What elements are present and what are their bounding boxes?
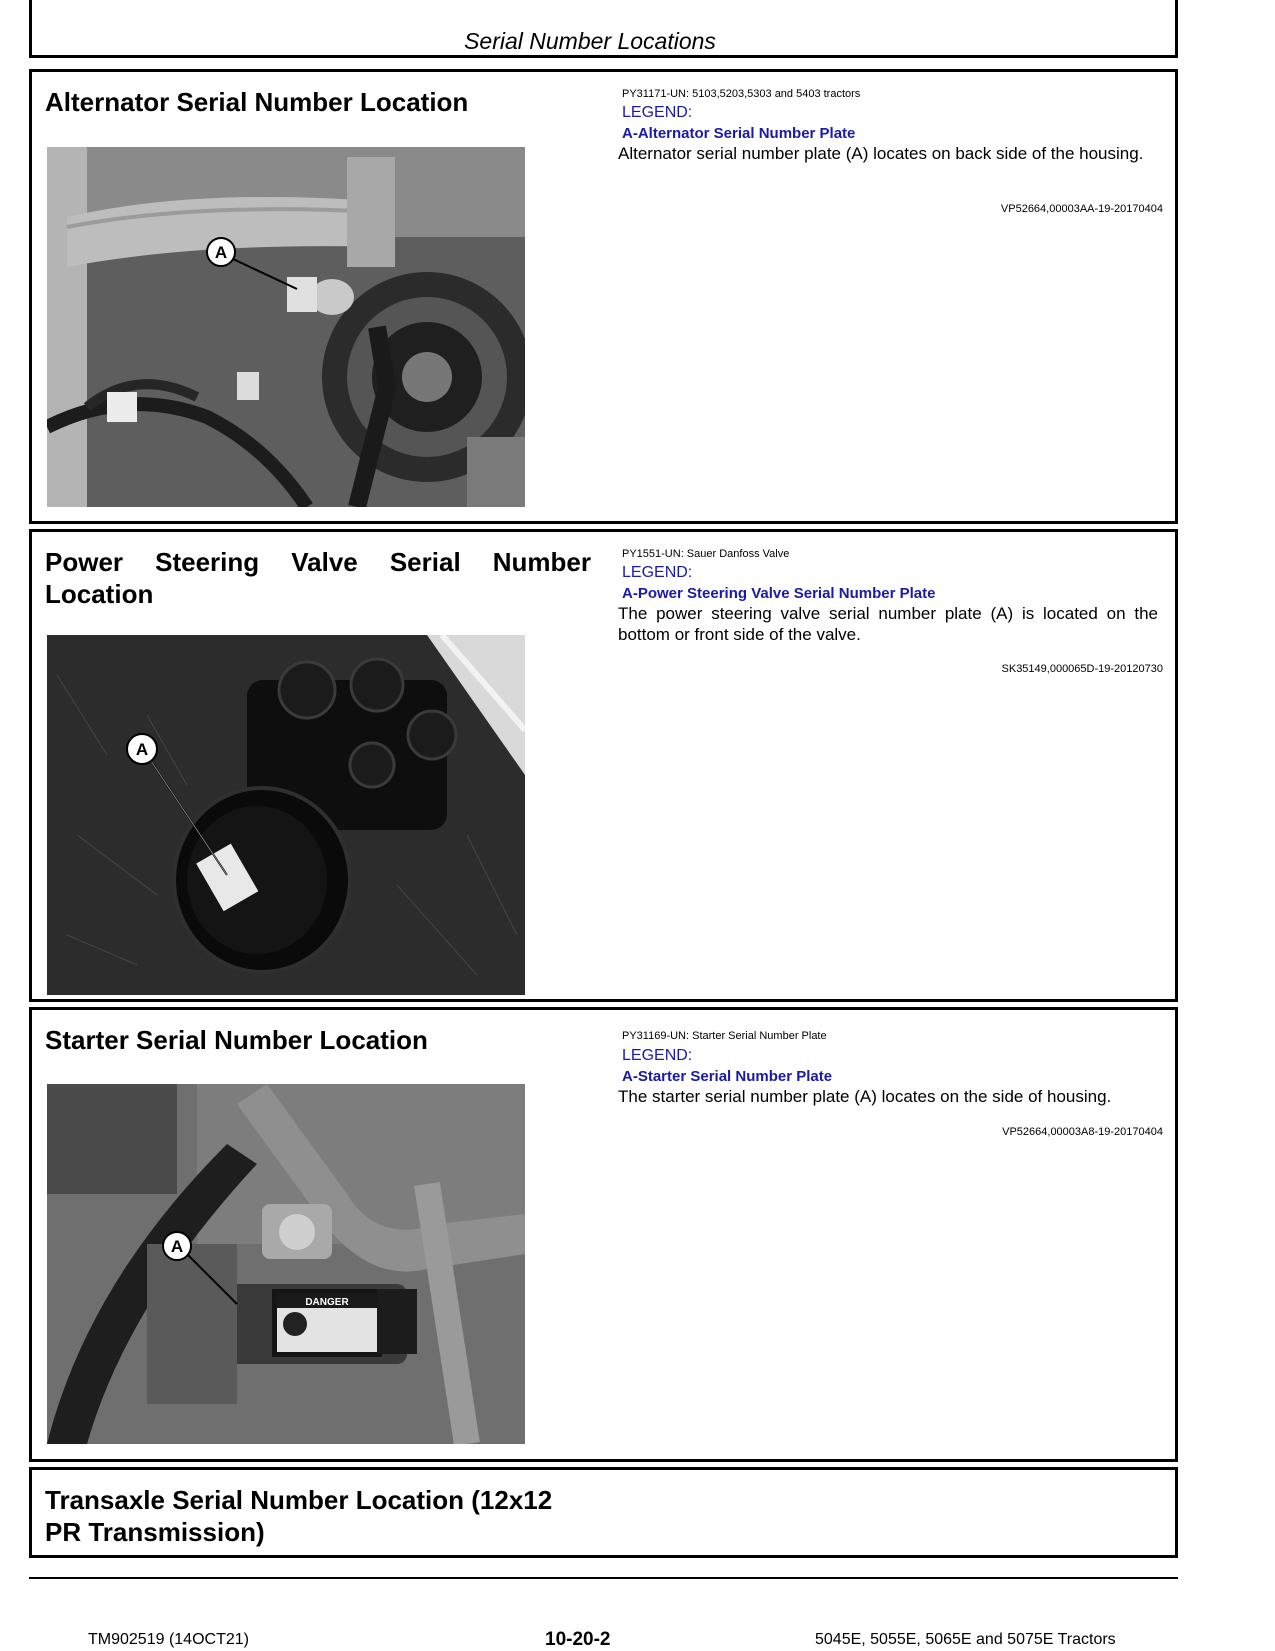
section-power-steering [29, 529, 1178, 1002]
reference-code: VP52664,00003AA-19-20170404 [1000, 203, 1163, 215]
legend-label: LEGEND: [622, 104, 693, 121]
footer-models: 5045E, 5055E, 5065E and 5075E Tractors [815, 1631, 1116, 1648]
description: The starter serial number plate (A) locates on the side of housing. [618, 1087, 1112, 1106]
legend-item: A-Starter Serial Number Plate [622, 1068, 833, 1085]
legend-item: A-Alternator Serial Number Plate [622, 125, 856, 142]
power-steering-valve-photo [47, 635, 525, 995]
figure-id: PY1551-UN: Sauer Danfoss Valve [622, 548, 790, 560]
reference-code: SK35149,000065D-19-20120730 [1001, 663, 1163, 675]
header-rule [29, 55, 1178, 58]
section-title: Transaxle Serial Number Location (12x12 PR Transmission) [45, 1485, 553, 1547]
section-title: Power Steering Valve Serial Number Location [45, 547, 591, 609]
section-starter [29, 1007, 1178, 1462]
svg-text:A: A [214, 243, 228, 262]
figure-id: PY31169-UN: Starter Serial Number Plate [622, 1030, 827, 1042]
description: The power steering valve serial number plate (A) is located on the bottom or front side of the valve. [618, 604, 1158, 644]
section-title: Starter Serial Number Location [45, 1025, 428, 1055]
section-transaxle [29, 1467, 1178, 1558]
section-title: Alternator Serial Number Location [45, 87, 469, 117]
starter-photo [47, 1084, 525, 1444]
legend-label: LEGEND: [622, 564, 693, 581]
svg-text:A: A [170, 1237, 184, 1256]
page-header-title: Serial Number Locations [464, 28, 716, 54]
reference-code: VP52664,00003A8-19-20170404 [1002, 1126, 1163, 1138]
legend-label: LEGEND: [622, 1047, 693, 1064]
footer-rule [29, 1577, 1178, 1579]
callout-a-icon [47, 1084, 525, 1444]
callout-a-icon [47, 635, 525, 995]
callout-a-icon [47, 147, 525, 507]
svg-text:A: A [135, 740, 149, 759]
figure-id: PY31171-UN: 5103,5203,5303 and 5403 tractors [622, 88, 861, 100]
legend-item: A-Power Steering Valve Serial Number Plate [622, 585, 936, 602]
danger-label-text: DANGER [305, 1297, 349, 1308]
footer-doc-number: TM902519 (14OCT21) [88, 1631, 249, 1648]
description: Alternator serial number plate (A) locates on back side of the housing. [618, 144, 1144, 163]
section-alternator [29, 69, 1178, 524]
alternator-photo [47, 147, 525, 507]
footer-page-number: 10-20-2 [545, 1629, 611, 1650]
